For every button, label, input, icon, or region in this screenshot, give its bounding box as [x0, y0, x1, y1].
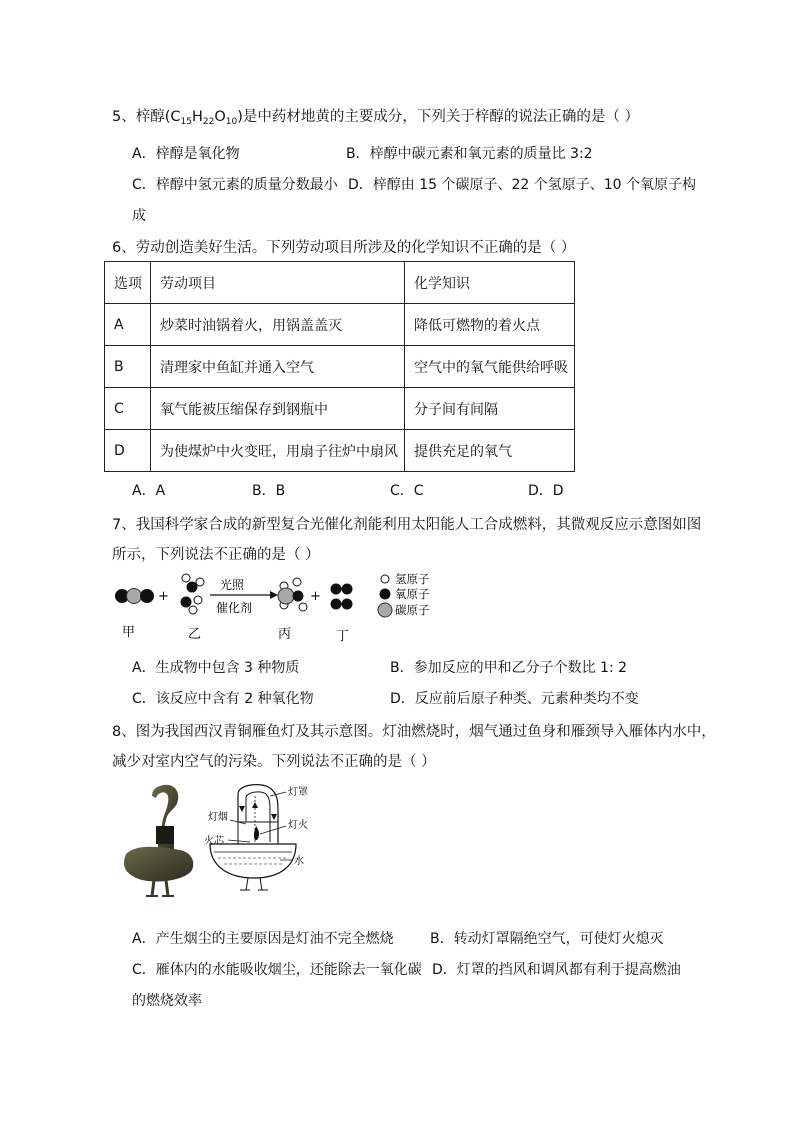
table-row	[105, 304, 575, 346]
label-ding: 丁	[336, 629, 350, 644]
label-wick: 火芯	[204, 836, 224, 847]
molecule-yi	[181, 574, 205, 614]
q5-stem-pre: 5、梓醇	[112, 109, 165, 125]
legend-hydrogen: 氢原子	[395, 572, 430, 586]
table-row	[105, 346, 575, 388]
reaction-diagram	[110, 570, 450, 650]
q7-stem-line1: 7、我国科学家合成的新型复合光催化剂能利用太阳能人工合成燃料，其微观反应示意图如图	[112, 517, 702, 533]
table-header-knowledge: 化学知识	[405, 262, 575, 304]
table-row	[105, 388, 575, 430]
label-flame: 灯火	[288, 820, 308, 831]
q5-stem	[112, 105, 639, 126]
table-cell: 为使煤炉中火变旺，用扇子往炉中扇风	[151, 430, 405, 472]
q6-stem: 6、劳动创造美好生活。下列劳动项目所涉及的化学知识不正确的是（ ）	[112, 240, 576, 256]
q7-stem-line2: 所示，下列说法不正确的是（ ）	[112, 547, 320, 563]
lamp-schematic-diagram	[200, 782, 320, 892]
oxygen-legend-icon	[380, 589, 391, 600]
carbon-legend-icon	[378, 603, 392, 617]
q6-table	[104, 261, 575, 472]
label-lamp-shade: 灯罩	[288, 787, 308, 798]
q5-option-d-line1: D．梓醇由 15 个碳原子、22 个氢原子、10 个氧原子构	[348, 177, 697, 193]
q8-stem-line1: 8、图为我国西汉青铜雁鱼灯及其示意图。灯油燃烧时，烟气通过鱼身和雁颈导入雁体内水中，	[112, 724, 716, 740]
molecule-ding	[331, 584, 353, 610]
atom-legend	[378, 572, 430, 617]
table-cell: 降低可燃物的着火点	[405, 304, 575, 346]
molecule-bing	[278, 578, 307, 611]
q8-stem-line2: 减少对室内空气的污染。下列说法不正确的是（ ）	[112, 754, 436, 770]
arrow-head	[270, 591, 278, 599]
q8-option-d-line2: 的燃烧效率	[132, 993, 202, 1009]
q8-option-a: A．产生烟尘的主要原因是灯油不完全燃烧	[132, 931, 394, 947]
q6-option-d: D．D	[528, 483, 564, 499]
q5-option-a: A．梓醇是氧化物	[132, 146, 240, 162]
q8-option-b: B．转动灯罩隔绝空气，可使灯火熄灭	[430, 931, 664, 947]
q6-option-b: B．B	[252, 483, 286, 499]
table-cell: B	[105, 346, 151, 388]
table-cell: 氧气能被压缩保存到钢瓶中	[151, 388, 405, 430]
q5-option-c: C．梓醇中氢元素的质量分数最小	[132, 177, 338, 193]
q7-option-a: A．生成物中包含 3 种物质	[132, 660, 300, 676]
q5-formula: $(C_{15}H_{22}O_{10})$	[164, 109, 243, 127]
table-header-option: 选项	[105, 262, 151, 304]
hydrogen-legend-icon	[381, 575, 389, 583]
table-cell: C	[105, 388, 151, 430]
label-smoke: 灯烟	[208, 812, 228, 823]
q5-option-b: B．梓醇中碳元素和氧元素的质量比 3:2	[346, 146, 593, 162]
label-water: 水	[294, 856, 304, 867]
q8-option-c: C．雁体内的水能吸收烟尘，还能除去一氧化碳	[132, 962, 422, 978]
table-header-labor: 劳动项目	[151, 262, 405, 304]
bronze-lamp-image	[118, 780, 198, 900]
table-cell: 分子间有间隔	[405, 388, 575, 430]
legend-carbon: 碳原子	[395, 603, 430, 617]
table-cell: D	[105, 430, 151, 472]
q6-option-c: C．C	[390, 483, 424, 499]
plus-sign-1: +	[158, 589, 169, 604]
legend-oxygen: 氧原子	[395, 587, 430, 601]
plus-sign-2: +	[310, 589, 321, 604]
q7-option-b: B．参加反应的甲和乙分子个数比 1: 2	[390, 660, 628, 676]
q5-stem-post: 是中药材地黄的主要成分，下列关于梓醇的说法正确的是（ ）	[242, 109, 639, 125]
molecule-jia	[116, 589, 154, 604]
table-cell: 清理家中鱼缸并通入空气	[151, 346, 405, 388]
label-yi: 乙	[188, 627, 202, 642]
table-cell: 提供充足的氧气	[405, 430, 575, 472]
label-jia: 甲	[122, 625, 136, 640]
table-cell: 空气中的氧气能供给呼吸	[405, 346, 575, 388]
table-header-row	[105, 262, 575, 304]
label-bing: 丙	[278, 627, 292, 642]
q7-option-d: D．反应前后原子种类、元素种类均不变	[390, 691, 639, 707]
table-row	[105, 430, 575, 472]
table-cell: 炒菜时油锅着火，用锅盖盖灭	[151, 304, 405, 346]
condition-light: 光照	[220, 578, 245, 592]
q5-option-d-line2: 成	[132, 208, 146, 224]
table-cell: A	[105, 304, 151, 346]
q6-option-a: A．A	[132, 483, 166, 499]
condition-catalyst: 催化剂	[216, 601, 253, 615]
q7-option-c: C．该反应中含有 2 种氧化物	[132, 691, 314, 707]
q8-option-d-line1: D．灯罩的挡风和调风都有利于提高燃油	[432, 962, 681, 978]
